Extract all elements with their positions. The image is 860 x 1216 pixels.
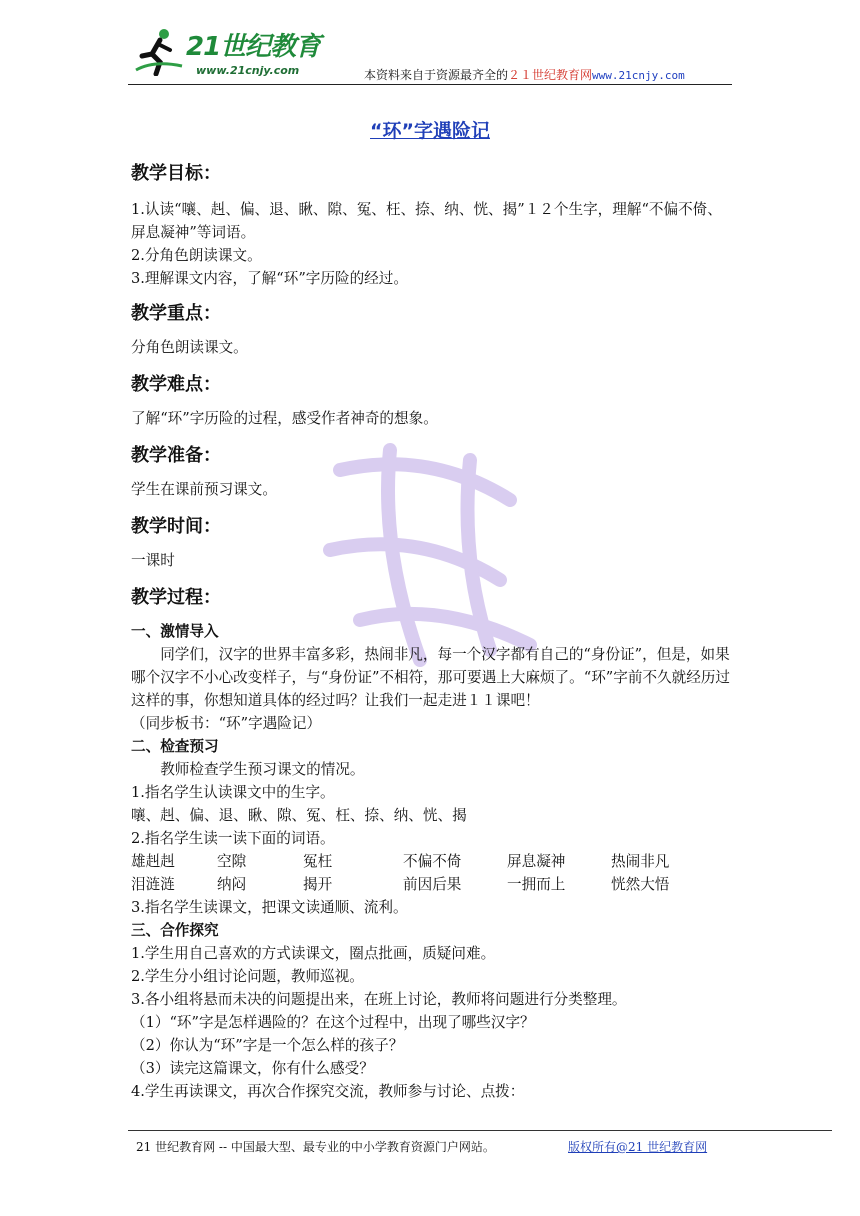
prep-heading: 教学准备： [131, 445, 221, 466]
page-title: “环”字遇险记 [370, 120, 490, 142]
word: 空隙 [217, 853, 247, 870]
document-body [131, 160, 731, 1103]
part2-step3: 3.指名学生读课文，把课文读通顺、流利。 [131, 899, 408, 916]
time-heading: 教学时间： [131, 516, 221, 537]
process-heading: 教学过程： [131, 587, 221, 608]
logo-brand-text: 21世纪教育 [186, 32, 321, 62]
goals-heading: 教学目标： [131, 163, 221, 184]
word: 不偏不倚 [403, 853, 462, 870]
part2-intro: 教师检查学生预习课文的情况。 [160, 761, 365, 778]
part3-item: 1.学生用自己喜欢的方式读课文，圈点批画，质疑问难。 [131, 945, 496, 962]
goal-item: 2.分角色朗读课文。 [131, 247, 262, 264]
copyright-link[interactable]: 版权所有@21 世纪教育网 [568, 1140, 708, 1154]
goal-item: 3.理解课文内容，了解“环”字历险的经过。 [131, 270, 408, 287]
site-logo [128, 18, 338, 84]
footer-text: 21 世纪教育网 -- 中国最大型、最专业的中小学教育资源门户网站。 [136, 1140, 495, 1154]
footer-divider [128, 1130, 832, 1131]
prep-text: 学生在课前预习课文。 [131, 481, 277, 498]
part3-item: （1）“环”字是怎样遇险的？在这个过程中，出现了哪些汉字？ [131, 1014, 535, 1031]
part3-item: 3.各小组将悬而未决的问题提出来，在班上讨论，教师将问题进行分类整理。 [131, 991, 627, 1008]
runner-logo-icon [134, 26, 184, 76]
word: 纳闷 [217, 876, 247, 893]
tagline-prefix: 本资料来自于资源最齐全的 [364, 68, 509, 82]
part1-text: 同学们，汉字的世界丰富多彩，热闹非凡，每一个汉字都有自己的“身份证”，但是，如果哪个汉字不小心改变样子，与“身份证”不相符，那可要遇上大麻烦了。“环”字前不久就经历过这样的事，你想知道具体的经过吗？让我们一起走进１１课吧！ [131, 646, 731, 709]
page-header [128, 18, 732, 86]
word: 泪涟涟 [131, 876, 175, 893]
key-heading: 教学重点： [131, 303, 221, 324]
word: 屏息凝神 [507, 853, 566, 870]
word-row-2 [131, 873, 731, 896]
part3-item: 2.学生分小组讨论问题，教师巡视。 [131, 968, 364, 985]
goal-item: 1.认读“嚷、赳、偏、退、瞅、隙、冤、枉、捺、纳、恍、揭”１２个生字，理解“不偏不倚、屏息凝神”等词语。 [131, 201, 722, 241]
part1-heading: 一、激情导入 [131, 623, 219, 640]
part1-note: （同步板书：“环”字遇险记） [131, 715, 322, 732]
time-text: 一课时 [131, 552, 175, 569]
word: 一拥而上 [507, 876, 566, 893]
part3-item: 4.学生再读课文，再次合作探究交流，教师参与讨论、点拨： [131, 1083, 525, 1100]
word: 冤枉 [303, 853, 333, 870]
part2-step1: 1.指名学生认读课文中的生字。 [131, 784, 335, 801]
header-tagline [364, 66, 685, 83]
logo-url-text: www.21cnjy.com [196, 64, 300, 77]
word: 热闹非凡 [611, 853, 670, 870]
tagline-url[interactable]: www.21cnjy.com [592, 69, 685, 82]
part2-chars: 嚷、赳、偏、退、瞅、隙、冤、枉、捺、纳、恍、揭 [131, 807, 467, 824]
word-row-1 [131, 850, 731, 873]
part3-item: （3）读完这篇课文，你有什么感受？ [131, 1060, 374, 1077]
difficulty-text: 了解“环”字历险的过程，感受作者神奇的想象。 [131, 410, 438, 427]
difficulty-heading: 教学难点： [131, 374, 221, 395]
word: 恍然大悟 [611, 876, 670, 893]
part2-step2: 2.指名学生读一读下面的词语。 [131, 830, 335, 847]
part3-item: （2）你认为“环”字是一个怎么样的孩子？ [131, 1037, 404, 1054]
word: 前因后果 [403, 876, 462, 893]
key-text: 分角色朗读课文。 [131, 339, 248, 356]
tagline-site[interactable]: ２１世纪教育网 [508, 68, 593, 82]
word: 雄赳赳 [131, 853, 175, 870]
part3-heading: 三、合作探究 [131, 922, 219, 939]
word: 揭开 [303, 876, 333, 893]
page-footer [136, 1138, 708, 1155]
header-divider [128, 84, 732, 85]
part2-heading: 二、检查预习 [131, 738, 219, 755]
